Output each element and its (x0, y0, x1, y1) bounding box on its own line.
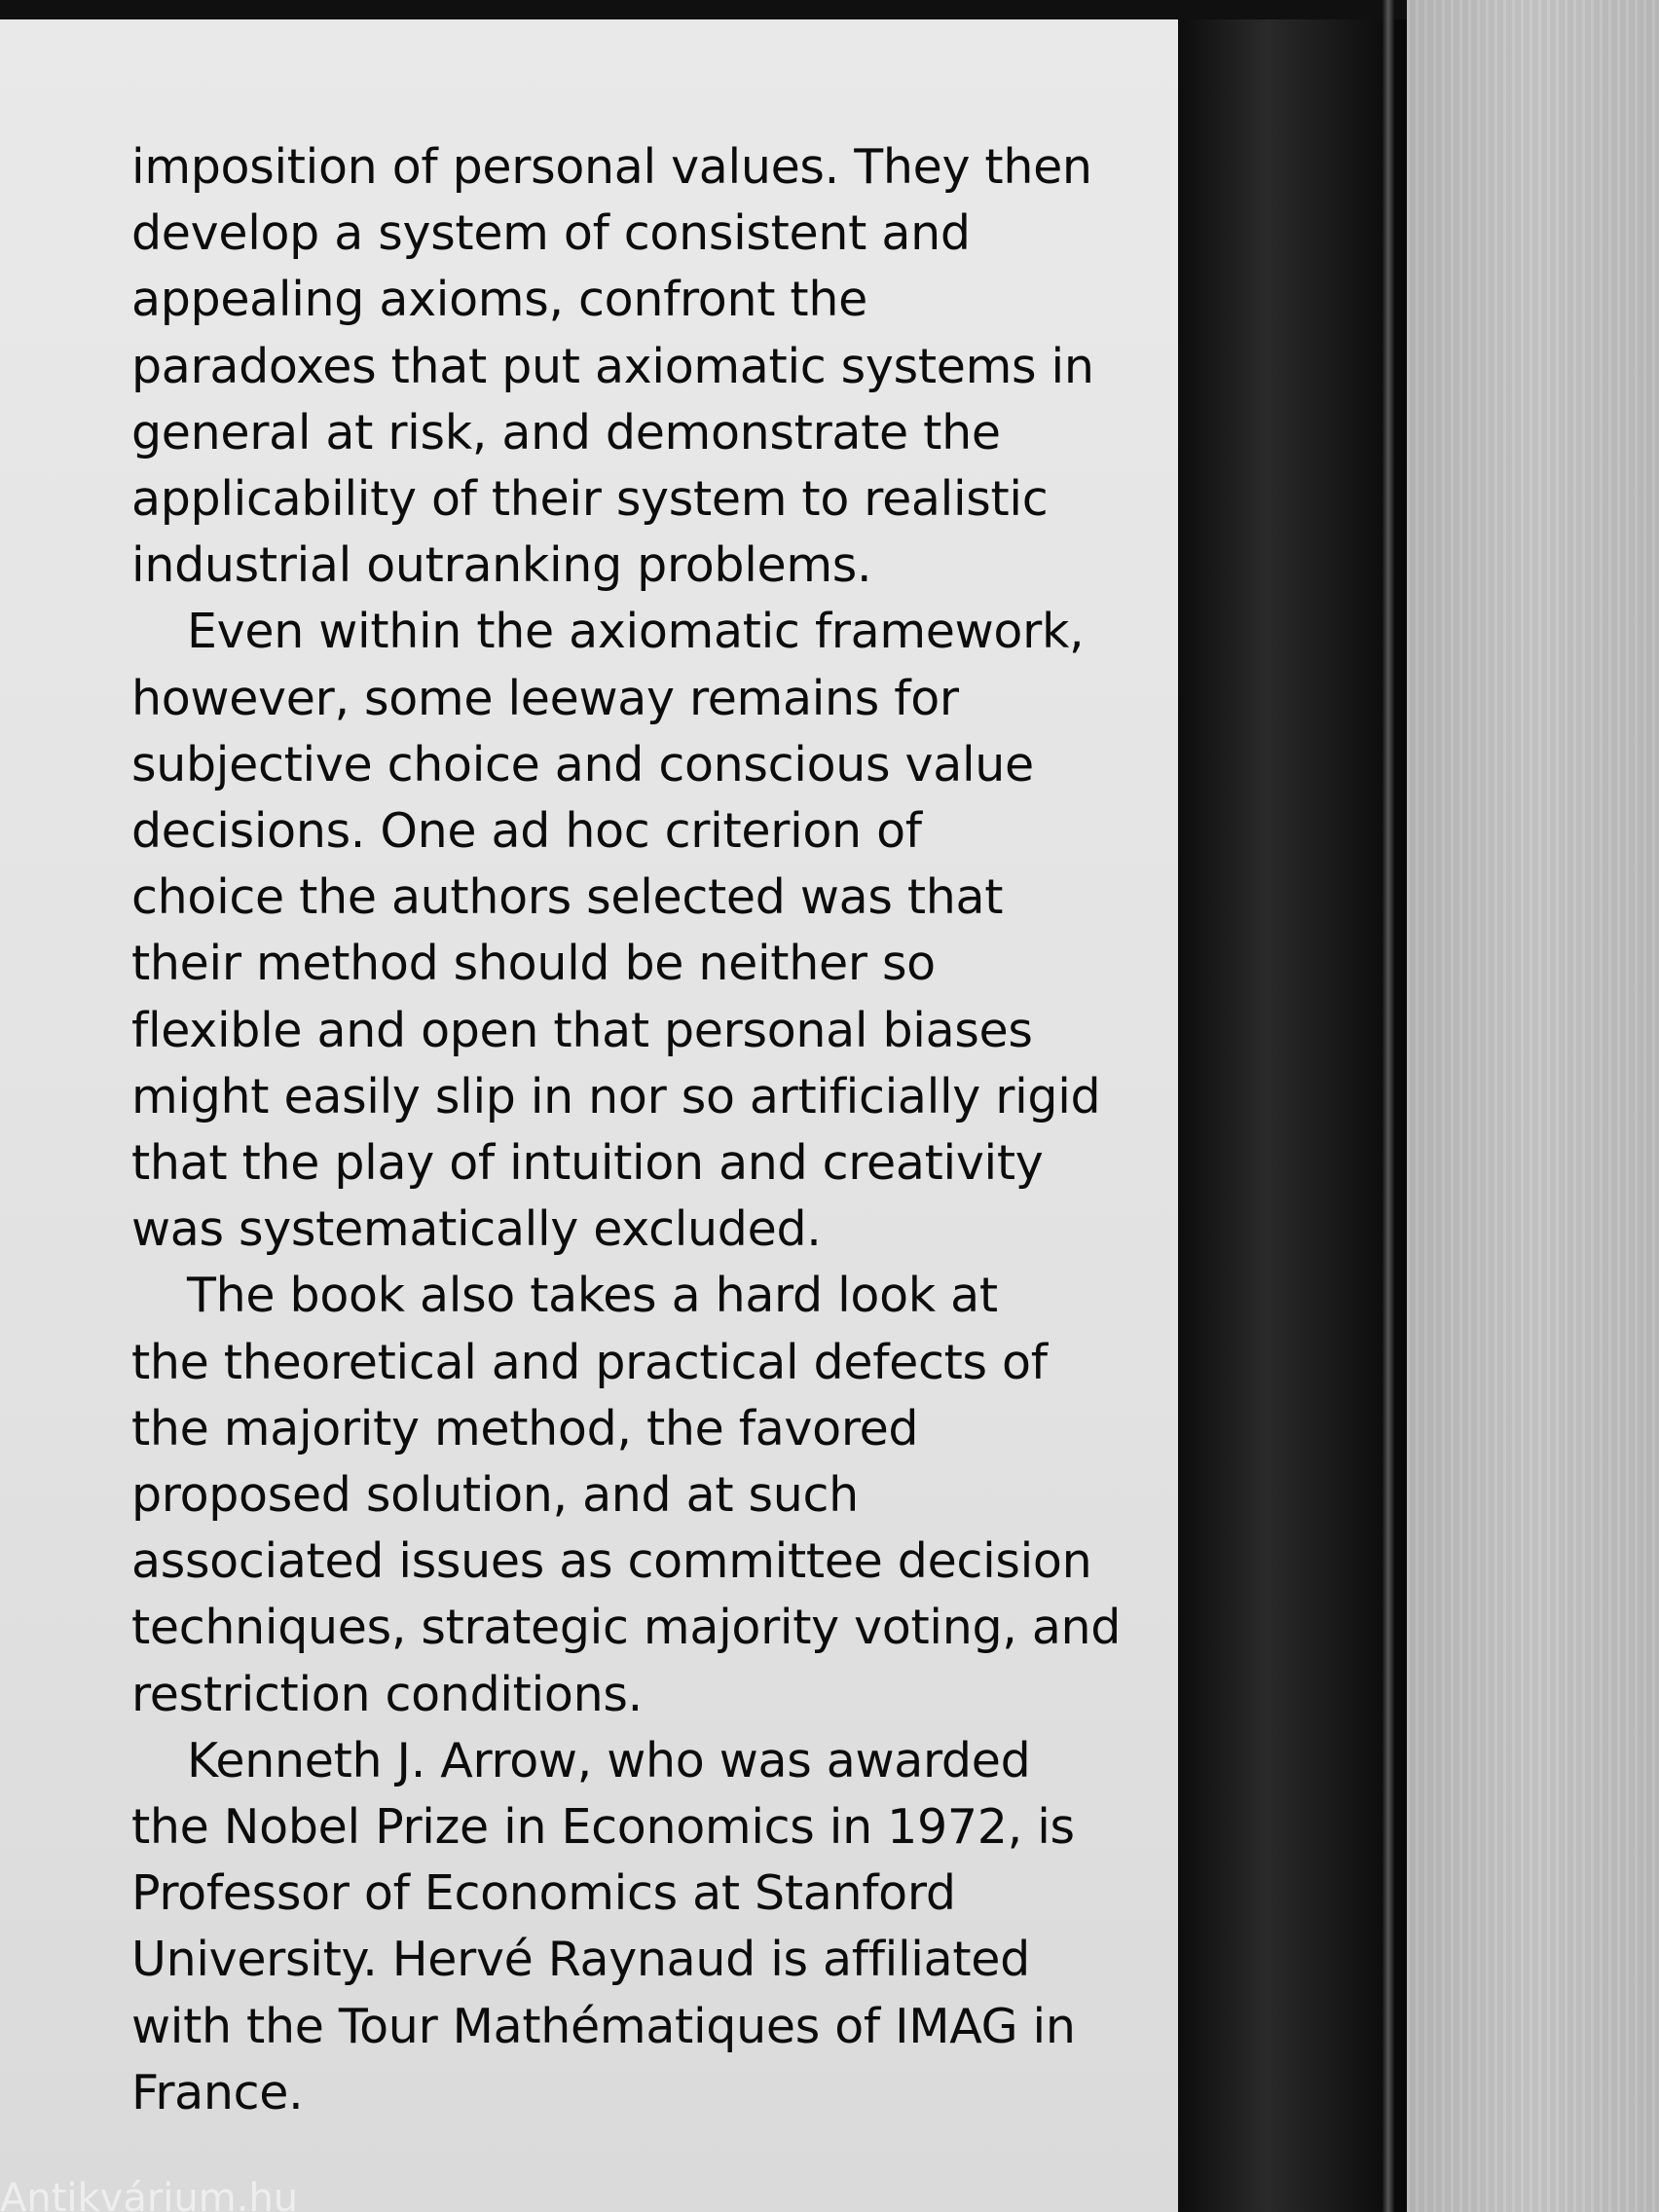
book-flap-page (0, 19, 1178, 2212)
text-line: develop a system of consistent and (131, 205, 971, 262)
text-line: restriction conditions. (131, 1666, 643, 1722)
text-line: decisions. One ad hoc criterion of (131, 803, 922, 860)
paragraph-start-line: Kenneth J. Arrow, who was awarded (187, 1732, 1031, 1788)
text-line: choice the authors selected was that (131, 869, 1004, 926)
text-line: subjective choice and conscious value (131, 736, 1034, 793)
text-line: Professor of Economics at Stanford (131, 1865, 956, 1922)
text-line: industrial outranking problems. (131, 537, 872, 594)
background-wall (1407, 0, 1659, 2212)
text-line: their method should be neither so (131, 936, 936, 992)
book-cover-top-edge (0, 0, 1407, 19)
watermark: Antikvárium.hu (0, 2179, 299, 2212)
text-line: techniques, strategic majority voting, and (131, 1600, 1122, 1656)
text-line: the Nobel Prize in Economics in 1972, is (131, 1799, 1075, 1856)
flap-text (131, 134, 1163, 2126)
paragraph-start-line: The book also takes a hard look at (187, 1268, 998, 1324)
text-line: was systematically excluded. (131, 1201, 822, 1258)
text-line: might easily slip in nor so artificially rigid (131, 1068, 1101, 1124)
text-line: however, some leeway remains for (131, 670, 959, 726)
text-line: University. Hervé Raynaud is affiliated (131, 1932, 1030, 1988)
text-line: appealing axioms, confront the (131, 272, 867, 328)
text-line: applicability of their system to realistic (131, 471, 1049, 528)
text-line: France. (131, 2064, 304, 2120)
paragraph-start-line: Even within the axiomatic framework, (187, 604, 1085, 660)
text-line: associated issues as committee decision (131, 1533, 1092, 1590)
text-line: the theoretical and practical defects of (131, 1334, 1048, 1390)
text-line: imposition of personal values. They then (131, 139, 1092, 195)
text-line: flexible and open that personal biases (131, 1002, 1033, 1058)
text-line: with the Tour Mathématiques of IMAG in (131, 1998, 1076, 2054)
text-line: general at risk, and demonstrate the (131, 404, 1001, 461)
text-line: that the play of intuition and creativity (131, 1135, 1044, 1192)
cover-spine-highlight (1382, 0, 1394, 2212)
text-line: paradoxes that put axiomatic systems in (131, 338, 1094, 394)
text-line: proposed solution, and at such (131, 1467, 859, 1524)
text-line: the majority method, the favored (131, 1400, 919, 1456)
